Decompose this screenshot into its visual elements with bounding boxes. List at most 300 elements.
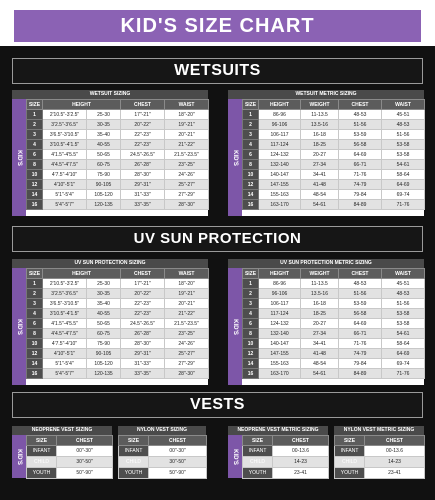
table-row: [27, 279, 209, 289]
header-row: [335, 436, 425, 446]
size-cell: 14: [243, 190, 259, 200]
table-cell: 2'10.5"-3'2.5": [43, 110, 87, 120]
size-cell: 1: [27, 110, 43, 120]
table-row: [243, 468, 329, 479]
size-cell: 2: [243, 289, 259, 299]
table-cell: 21.5"-23.5": [165, 150, 209, 160]
table-cell: 132-140: [259, 329, 301, 339]
wetsuit-us-table: [26, 99, 209, 210]
panel-title: UV SUN PROTECTION METRIC SIZING: [228, 259, 424, 268]
size-cell: 16: [27, 200, 43, 210]
side-bar: [12, 435, 26, 478]
size-cell: YOUTH: [119, 468, 149, 479]
side-label: KID'S: [232, 149, 238, 166]
column-header: CHEST: [121, 269, 165, 279]
table-cell: 53-58: [382, 309, 425, 319]
header-row: [27, 100, 209, 110]
size-cell: 14: [243, 359, 259, 369]
table-cell: 00-13.6: [365, 446, 425, 457]
size-cell: 10: [243, 170, 259, 180]
panel-vest-neoprene-metric: [228, 426, 328, 478]
column-header: HEIGHT: [259, 100, 301, 110]
column-header: WAIST: [165, 269, 209, 279]
table-cell: 48-54: [301, 190, 339, 200]
table-cell: 23"-25": [165, 329, 209, 339]
panel-vest-nylon-metric: [334, 426, 424, 478]
column-header: CHEST: [149, 436, 207, 446]
table-cell: 90-105: [87, 349, 121, 359]
table-cell: 60-75: [87, 329, 121, 339]
table-cell: 18"-20": [165, 110, 209, 120]
table-cell: 20-27: [301, 319, 339, 329]
table-cell: 21"-22": [165, 140, 209, 150]
table-cell: 20-27: [301, 150, 339, 160]
table-cell: 34-41: [301, 339, 339, 349]
table-cell: 45-51: [382, 279, 425, 289]
table-cell: 106-117: [259, 299, 301, 309]
table-cell: 25"-27": [165, 180, 209, 190]
table-cell: 28"-30": [121, 339, 165, 349]
table-cell: 4'4.5"-4'7.5": [43, 329, 87, 339]
table-row: [243, 150, 425, 160]
table-cell: 54-61: [382, 329, 425, 339]
table-row: [243, 130, 425, 140]
size-cell: 2: [27, 289, 43, 299]
side-label: KID'S: [16, 448, 22, 465]
column-header: SIZE: [243, 436, 273, 446]
table-cell: 23"-25": [165, 160, 209, 170]
table-cell: 4'1.5"-4'5.5": [43, 150, 87, 160]
size-cell: 16: [243, 200, 259, 210]
table-cell: 22"-23": [121, 309, 165, 319]
size-cell: 16: [243, 369, 259, 379]
table-row: [27, 160, 209, 170]
size-cell: INFANT: [119, 446, 149, 457]
column-header: SIZE: [119, 436, 149, 446]
size-cell: 8: [27, 160, 43, 170]
table-row: [243, 110, 425, 120]
table-cell: 28"-30": [165, 200, 209, 210]
side-label: KID'S: [232, 318, 238, 335]
table-cell: 35-40: [87, 299, 121, 309]
table-cell: 23-41: [273, 468, 329, 479]
size-cell: CHILD: [243, 457, 273, 468]
size-cell: 3: [243, 130, 259, 140]
panel-title: WETSUIT METRIC SIZING: [228, 90, 424, 99]
panel-title: UV SUN PROTECTION SIZING: [12, 259, 208, 268]
table-cell: 45-51: [382, 110, 425, 120]
size-cell: 12: [27, 180, 43, 190]
table-cell: 53-58: [382, 150, 425, 160]
table-cell: 5'4"-5'7": [43, 369, 87, 379]
table-row: [243, 299, 425, 309]
column-header: SIZE: [27, 436, 57, 446]
table-row: [243, 289, 425, 299]
table-row: [27, 369, 209, 379]
table-cell: 48-53: [339, 110, 382, 120]
table-cell: 147-155: [259, 349, 301, 359]
table-cell: 16-18: [301, 130, 339, 140]
table-cell: 26"-28": [121, 329, 165, 339]
size-cell: YOUTH: [243, 468, 273, 479]
table-row: [119, 457, 207, 468]
table-row: [243, 446, 329, 457]
table-cell: 29"-31": [121, 180, 165, 190]
uv-us-table: [26, 268, 209, 379]
table-cell: 50"-90": [57, 468, 113, 479]
table-row: [27, 446, 113, 457]
table-cell: 3'6.5"-3'10.5": [43, 299, 87, 309]
side-bar: [228, 268, 242, 385]
table-row: [27, 468, 113, 479]
table-cell: 3'2.5"-3'6.5": [43, 120, 87, 130]
panel-uv-us: [12, 259, 208, 385]
table-cell: 17"-21": [121, 110, 165, 120]
column-header: CHEST: [57, 436, 113, 446]
table-cell: 53-58: [382, 140, 425, 150]
size-cell: CHILD: [119, 457, 149, 468]
table-cell: 4'10"-5'1": [43, 349, 87, 359]
size-cell: 4: [27, 309, 43, 319]
table-cell: 105-120: [87, 190, 121, 200]
table-cell: 19"-21": [165, 120, 209, 130]
column-header: SIZE: [335, 436, 365, 446]
table-cell: 00-13.6: [273, 446, 329, 457]
panel-title: NEOPRENE VEST METRIC SIZING: [228, 426, 328, 435]
table-cell: 41-48: [301, 180, 339, 190]
size-cell: 1: [27, 279, 43, 289]
table-cell: 18-25: [301, 140, 339, 150]
table-cell: 48-54: [301, 359, 339, 369]
uv-metric-table: [242, 268, 425, 379]
table-cell: 14-23: [273, 457, 329, 468]
section-heading-wetsuits: WETSUITS: [12, 58, 423, 84]
table-cell: 66-71: [339, 329, 382, 339]
panel-title: NYLON VEST METRIC SIZING: [334, 426, 424, 435]
vest-neoprene-table: [26, 435, 113, 479]
table-cell: 74-79: [339, 180, 382, 190]
column-header: SIZE: [243, 100, 259, 110]
table-row: [243, 359, 425, 369]
table-cell: 106-117: [259, 130, 301, 140]
table-cell: 27"-29": [165, 359, 209, 369]
table-row: [27, 359, 209, 369]
table-row: [27, 150, 209, 160]
table-cell: 31"-33": [121, 359, 165, 369]
table-cell: 27"-29": [165, 190, 209, 200]
panel-title: NYLON VEST SIZING: [118, 426, 206, 435]
table-cell: 25-30: [87, 110, 121, 120]
table-row: [27, 289, 209, 299]
table-row: [243, 309, 425, 319]
table-cell: 25"-27": [165, 349, 209, 359]
table-cell: 11-13.5: [301, 110, 339, 120]
table-row: [243, 120, 425, 130]
size-cell: INFANT: [27, 446, 57, 457]
table-cell: 155-163: [259, 190, 301, 200]
table-cell: 00"-30": [57, 446, 113, 457]
table-cell: 30"-50": [57, 457, 113, 468]
table-cell: 21.5"-23.5": [165, 319, 209, 329]
table-cell: 117-124: [259, 309, 301, 319]
table-cell: 23-41: [365, 468, 425, 479]
table-cell: 71-76: [339, 170, 382, 180]
table-cell: 26"-28": [121, 160, 165, 170]
table-row: [335, 457, 425, 468]
table-cell: 40-55: [87, 309, 121, 319]
table-row: [27, 339, 209, 349]
table-cell: 147-155: [259, 180, 301, 190]
table-cell: 163-170: [259, 200, 301, 210]
table-cell: 105-120: [87, 359, 121, 369]
table-cell: 86-96: [259, 279, 301, 289]
size-cell: 6: [27, 319, 43, 329]
size-cell: 8: [243, 329, 259, 339]
table-cell: 35-40: [87, 130, 121, 140]
table-cell: 71-76: [382, 369, 425, 379]
table-cell: 120-135: [87, 369, 121, 379]
table-cell: 30-35: [87, 289, 121, 299]
size-cell: 6: [27, 150, 43, 160]
table-cell: 27-34: [301, 160, 339, 170]
vest-nylon-table: [118, 435, 207, 479]
vest-nylon-metric-table: [334, 435, 425, 479]
table-cell: 5'4"-5'7": [43, 200, 87, 210]
table-cell: 48-53: [339, 279, 382, 289]
panel-title: WETSUIT SIZING: [12, 90, 208, 99]
size-cell: 12: [243, 349, 259, 359]
side-label: KID'S: [232, 448, 238, 465]
table-cell: 69-74: [382, 190, 425, 200]
side-label: KID'S: [16, 149, 22, 166]
table-cell: 22"-23": [121, 140, 165, 150]
header-row: [119, 436, 207, 446]
side-bar: [12, 268, 26, 385]
table-cell: 79-84: [339, 190, 382, 200]
table-cell: 16-18: [301, 299, 339, 309]
column-header: HEIGHT: [259, 269, 301, 279]
table-cell: 51-56: [339, 289, 382, 299]
table-cell: 2'10.5"-3'2.5": [43, 279, 87, 289]
column-header: SIZE: [243, 269, 259, 279]
table-cell: 60-75: [87, 160, 121, 170]
table-row: [243, 319, 425, 329]
table-cell: 69-74: [382, 359, 425, 369]
table-cell: 132-140: [259, 160, 301, 170]
panel-wetsuit-metric: [228, 90, 424, 216]
table-cell: 33"-35": [121, 369, 165, 379]
table-cell: 4'7.5"-4'10": [43, 170, 87, 180]
bottom-strip: [0, 486, 435, 500]
size-cell: 14: [27, 190, 43, 200]
table-cell: 4'7.5"-4'10": [43, 339, 87, 349]
table-cell: 124-132: [259, 150, 301, 160]
table-cell: 13.5-16: [301, 120, 339, 130]
table-cell: 50-65: [87, 150, 121, 160]
table-cell: 58-64: [382, 339, 425, 349]
table-cell: 74-79: [339, 349, 382, 359]
table-cell: 117-124: [259, 140, 301, 150]
table-cell: 29"-31": [121, 349, 165, 359]
table-cell: 51-56: [382, 299, 425, 309]
table-cell: 54-61: [301, 200, 339, 210]
table-cell: 50"-90": [149, 468, 207, 479]
table-cell: 14-23: [365, 457, 425, 468]
table-cell: 30-35: [87, 120, 121, 130]
table-cell: 34-41: [301, 170, 339, 180]
table-cell: 64-69: [382, 349, 425, 359]
size-cell: 3: [27, 299, 43, 309]
size-cell: 8: [27, 329, 43, 339]
table-row: [119, 446, 207, 457]
table-cell: 28"-30": [165, 369, 209, 379]
header-row: [27, 436, 113, 446]
table-cell: 4'10"-5'1": [43, 180, 87, 190]
table-cell: 66-71: [339, 160, 382, 170]
column-header: WAIST: [382, 269, 425, 279]
table-cell: 79-84: [339, 359, 382, 369]
column-header: WAIST: [165, 100, 209, 110]
side-bar: [12, 99, 26, 216]
size-cell: YOUTH: [27, 468, 57, 479]
column-header: WEIGHT: [301, 269, 339, 279]
table-cell: 20"-22": [121, 289, 165, 299]
table-cell: 20"-22": [121, 120, 165, 130]
table-cell: 21"-22": [165, 309, 209, 319]
table-cell: 64-69: [339, 150, 382, 160]
table-row: [27, 319, 209, 329]
table-cell: 22"-23": [121, 299, 165, 309]
size-cell: 12: [243, 180, 259, 190]
column-header: CHEST: [339, 269, 382, 279]
header-row: [243, 436, 329, 446]
table-cell: 3'10.5"-4'1.5": [43, 309, 87, 319]
title-bar: [0, 0, 435, 46]
size-cell: CHILD: [335, 457, 365, 468]
size-cell: 10: [27, 339, 43, 349]
size-cell: INFANT: [243, 446, 273, 457]
table-row: [27, 200, 209, 210]
panel-uv-metric: [228, 259, 424, 385]
size-cell: INFANT: [335, 446, 365, 457]
table-cell: 22"-23": [121, 130, 165, 140]
table-row: [243, 349, 425, 359]
table-cell: 20"-21": [165, 130, 209, 140]
table-cell: 48-53: [382, 120, 425, 130]
size-cell: CHILD: [27, 457, 57, 468]
table-cell: 33"-35": [121, 200, 165, 210]
table-row: [27, 140, 209, 150]
table-cell: 54-61: [301, 369, 339, 379]
table-cell: 84-89: [339, 369, 382, 379]
table-cell: 5'1"-5'4": [43, 359, 87, 369]
table-cell: 53-58: [382, 319, 425, 329]
table-cell: 75-90: [87, 339, 121, 349]
table-row: [335, 446, 425, 457]
table-cell: 19"-21": [165, 289, 209, 299]
column-header: HEIGHT: [43, 100, 121, 110]
table-cell: 96-106: [259, 289, 301, 299]
size-cell: 6: [243, 150, 259, 160]
table-cell: 4'4.5"-4'7.5": [43, 160, 87, 170]
table-cell: 51-56: [382, 130, 425, 140]
table-cell: 124-132: [259, 319, 301, 329]
table-cell: 140-147: [259, 170, 301, 180]
table-cell: 120-135: [87, 200, 121, 210]
section-heading-vests: VESTS: [12, 392, 423, 418]
size-cell: 16: [27, 369, 43, 379]
size-cell: 3: [27, 130, 43, 140]
table-cell: 25-30: [87, 279, 121, 289]
size-cell: 4: [243, 140, 259, 150]
table-cell: 96-106: [259, 120, 301, 130]
table-cell: 56-58: [339, 140, 382, 150]
section-heading-uv: UV SUN PROTECTION: [12, 226, 423, 252]
column-header: CHEST: [121, 100, 165, 110]
side-bar: [228, 99, 242, 216]
panel-vest-neoprene: [12, 426, 112, 478]
table-row: [27, 299, 209, 309]
column-header: CHEST: [273, 436, 329, 446]
header-row: [27, 269, 209, 279]
table-cell: 51-56: [339, 120, 382, 130]
size-cell: 1: [243, 110, 259, 120]
table-row: [27, 329, 209, 339]
panel-wetsuit-us: [12, 90, 208, 216]
table-row: [27, 190, 209, 200]
table-cell: 140-147: [259, 339, 301, 349]
panel-title: NEOPRENE VEST SIZING: [12, 426, 112, 435]
table-cell: 54-61: [382, 160, 425, 170]
size-cell: 4: [243, 309, 259, 319]
table-cell: 84-89: [339, 200, 382, 210]
table-cell: 00"-30": [149, 446, 207, 457]
size-cell: 3: [243, 299, 259, 309]
size-cell: 2: [27, 120, 43, 130]
table-row: [243, 200, 425, 210]
panel-vest-nylon: [118, 426, 206, 478]
column-header: WAIST: [382, 100, 425, 110]
table-cell: 71-76: [339, 339, 382, 349]
table-cell: 11-13.5: [301, 279, 339, 289]
table-cell: 18-25: [301, 309, 339, 319]
table-cell: 53-59: [339, 299, 382, 309]
table-cell: 3'2.5"-3'6.5": [43, 289, 87, 299]
table-cell: 50-65: [87, 319, 121, 329]
table-cell: 18"-20": [165, 279, 209, 289]
table-row: [243, 339, 425, 349]
table-row: [27, 309, 209, 319]
table-cell: 4'1.5"-4'5.5": [43, 319, 87, 329]
table-row: [243, 369, 425, 379]
table-cell: 163-170: [259, 369, 301, 379]
table-row: [27, 180, 209, 190]
table-cell: 58-64: [382, 170, 425, 180]
table-cell: 64-69: [339, 319, 382, 329]
column-header: CHEST: [365, 436, 425, 446]
table-cell: 64-69: [382, 180, 425, 190]
table-row: [243, 329, 425, 339]
column-header: CHEST: [339, 100, 382, 110]
table-cell: 75-90: [87, 170, 121, 180]
table-cell: 3'6.5"-3'10.5": [43, 130, 87, 140]
column-header: SIZE: [27, 100, 43, 110]
size-cell: 10: [27, 170, 43, 180]
table-row: [27, 457, 113, 468]
size-cell: 4: [27, 140, 43, 150]
table-row: [243, 170, 425, 180]
table-cell: 13.5-16: [301, 289, 339, 299]
